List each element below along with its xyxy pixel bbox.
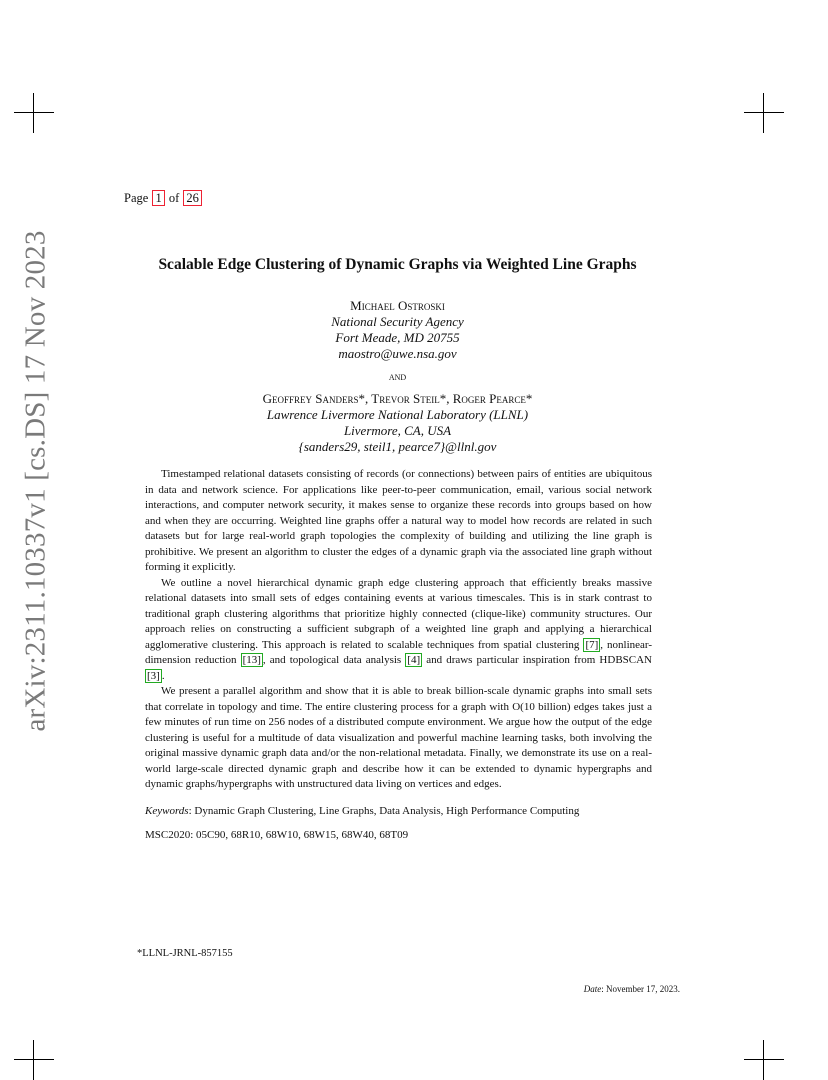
author-affiliation: National Security Agency <box>331 314 464 329</box>
author-affiliation: Lawrence Livermore National Laboratory (LLNL) <box>266 407 529 422</box>
author-names: Geoffrey Sanders*, Trevor Steil*, Roger Pearce* <box>262 391 533 406</box>
abstract-paragraph-2: We outline a novel hierarchical dynamic graph edge clustering approach that efficiently breaks massive relational datasets into small sets of edges containing events at various timescales. This is in stark contrast to traditional graph clustering algorithms that prioritize highly connected (clique-like) community structures. Our approach relies on constructing a sufficient subgraph of a weighted line graph and applying a hierarchical agglomerative clustering. This approach is related to scalable techniques from spatial clustering [7] , nonlinear-dimension reduction [13] , and topological data analysis [4] and draws particular inspiration from HDBSCAN [3] . <box>145 576 652 682</box>
arxiv-identifier[interactable]: arXiv:2311.10337v1 [cs.DS] 17 Nov 2023 <box>19 230 52 732</box>
arxiv-sidebar <box>16 230 56 732</box>
abstract-paragraph-3: We present a parallel algorithm and show that it is able to break billion-scale dynamic graphs into small sets that correlate in topology and time. The entire clustering process for a graph with O(10 billion) edges takes just a few minutes of run time on 256 nodes of a distributed compute environment. We argue how the output of the edge clustering is useful for a multitude of data visualization and powerful machine learning tasks, both involving the original massive dynamic graph data and/or the non-relational metadata. Finally, we demonstrate its use on a real-world large-scale directed dynamic graph and describe how it can be extended to dynamic hypergraphs and dynamic graphs/hypergraphs with unstructured data living on vertices and edges. <box>145 685 652 790</box>
date-label: Date <box>583 984 602 994</box>
footnote: *LLNL-JRNL-857155 <box>137 948 233 959</box>
citation-link-13[interactable]: [13] <box>242 654 261 666</box>
author-block-1 <box>145 298 650 362</box>
abstract-paragraph-1: Timestamped relational datasets consisting of records (or connections) between pairs of entities are ubiquitous in data and network science. For applications like peer-to-peer communication, email, various social network interactions, and computer network security, it makes sense to organize these records into groups based on how and when they are occurring. Weighted line graphs offer a natural way to model how records are related in such datasets but for large real-world graph topologies the complexity of building and utilizing the line graph is prohibitive. We present an algorithm to cluster the edges of a dynamic graph via the associated line graph without forming it explicitly. <box>145 468 652 573</box>
author-name: Michael Ostroski <box>350 298 445 313</box>
crop-mark-top-right <box>744 93 784 133</box>
author-email: maostro@uwe.nsa.gov <box>338 346 457 361</box>
author-location: Livermore, CA, USA <box>343 423 452 438</box>
crop-mark-top-left <box>14 93 54 133</box>
crop-mark-bottom-left <box>14 1040 54 1080</box>
and-separator: and <box>388 371 407 383</box>
author-email: {sanders29, steil1, pearce7}@llnl.gov <box>298 439 497 454</box>
msc-codes: MSC2020: 05C90, 68R10, 68W10, 68W15, 68W40, 68T09 <box>145 829 409 841</box>
date-line <box>584 984 680 994</box>
citation-link-7[interactable]: [7] <box>585 638 599 651</box>
crop-mark-bottom-right <box>744 1040 784 1080</box>
author-location: Fort Meade, MD 20755 <box>335 330 460 345</box>
page-total-link[interactable]: 26 <box>183 190 202 206</box>
keywords-text: : Dynamic Graph Clustering, Line Graphs, Data Analysis, High Performance Computing <box>188 805 580 817</box>
page-current-link[interactable]: 1 <box>152 190 164 206</box>
date-value: : November 17, 2023. <box>601 984 680 994</box>
keywords-label: Keywords <box>145 805 189 817</box>
keywords <box>145 805 652 817</box>
citation-link-3[interactable]: [3] <box>147 669 160 682</box>
author-block-2 <box>145 391 650 455</box>
abstract <box>145 467 652 793</box>
citation-link-4[interactable]: [4] <box>407 654 421 666</box>
paper-title: Scalable Edge Clustering of Dynamic Graphs via Weighted Line Graphs <box>158 256 637 273</box>
page-counter: Page 1 of 26 <box>124 191 203 206</box>
